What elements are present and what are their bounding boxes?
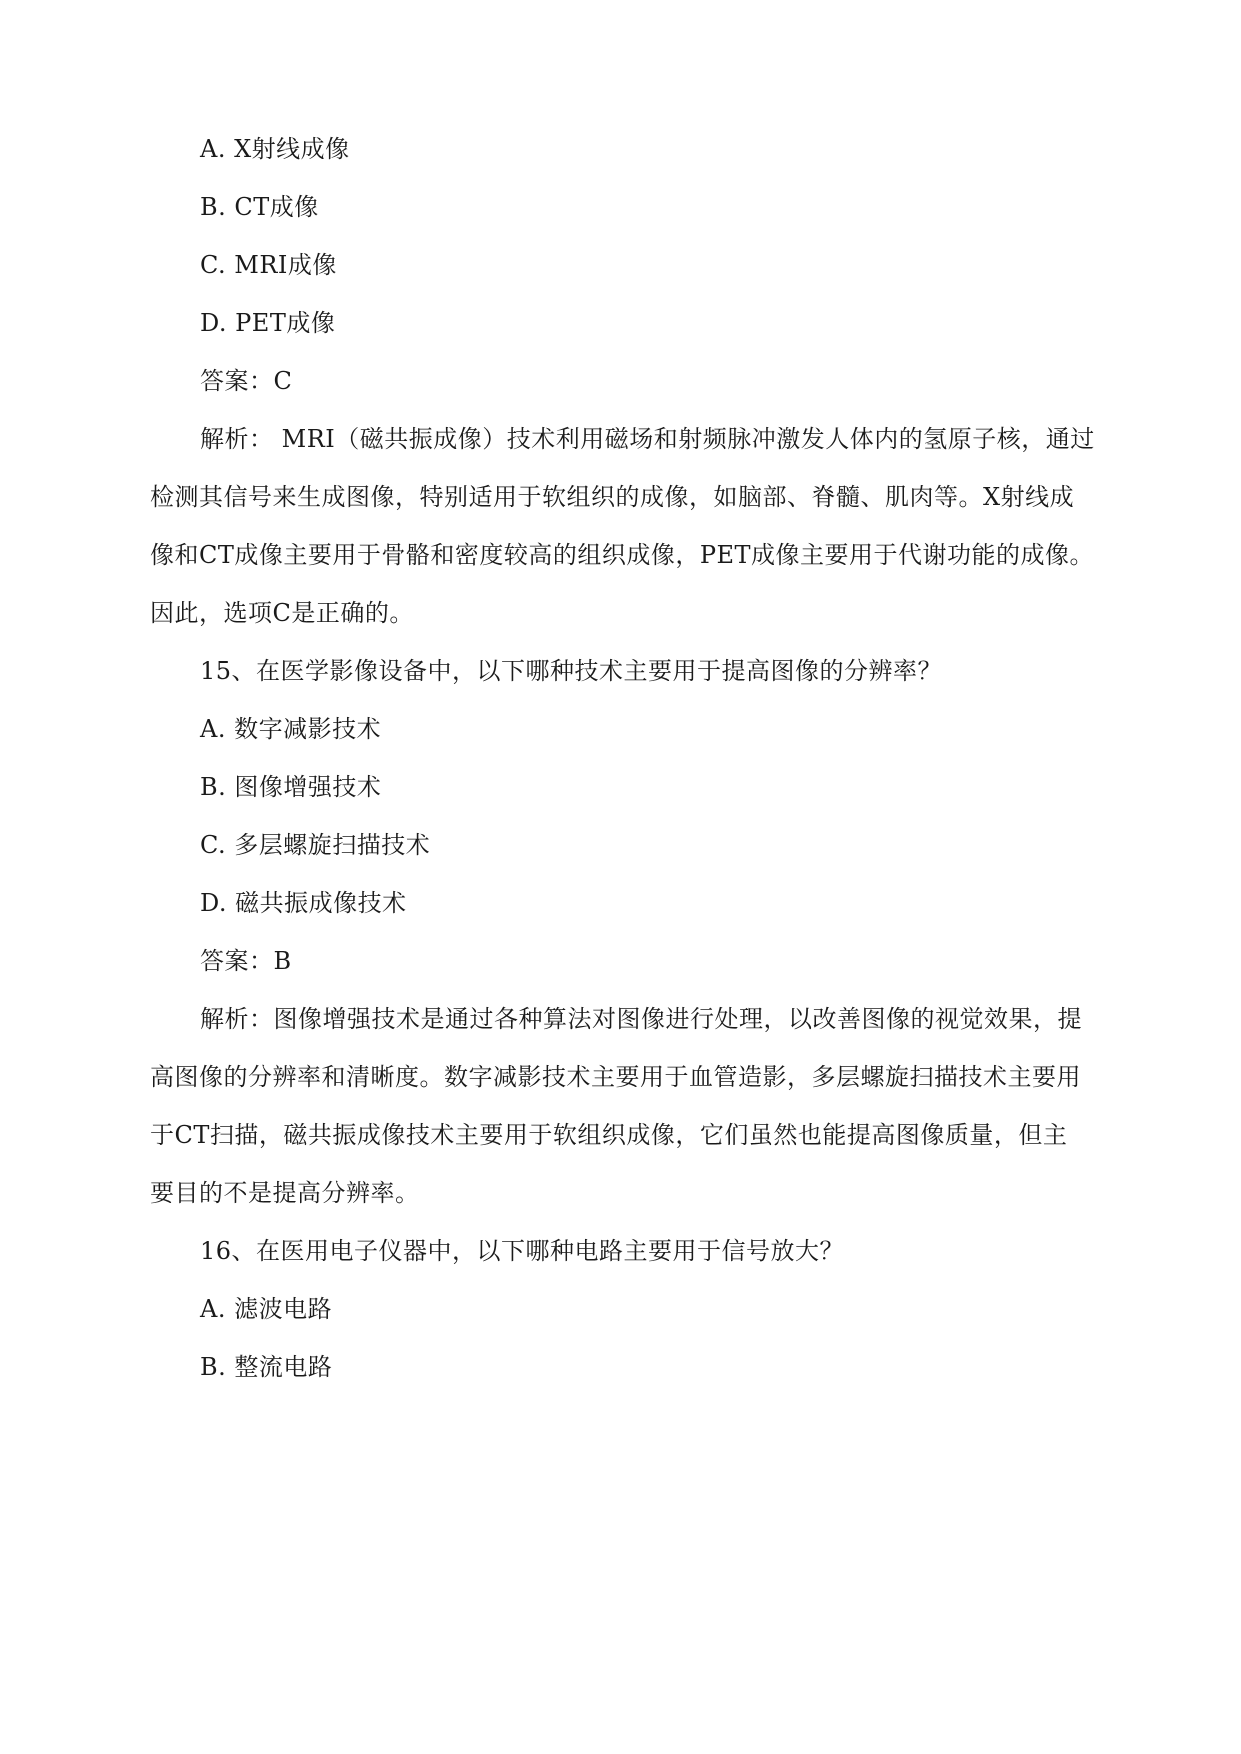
q14-analysis-line-1: 解析： MRI（磁共振成像）技术利用磁场和射频脉冲激发人体内的氢原子核，通过 xyxy=(200,425,1095,453)
q15-analysis-line-2: 高图像的分辨率和清晰度。数字减影技术主要用于血管造影，多层螺旋扫描技术主要用 xyxy=(150,1063,1081,1091)
q15-option-b: B. 图像增强技术 xyxy=(200,773,382,801)
q15-option-d: D. 磁共振成像技术 xyxy=(200,889,407,917)
q16-option-b: B. 整流电路 xyxy=(200,1353,333,1381)
q14-option-a: A. X射线成像 xyxy=(200,135,350,163)
q15-analysis-line-3: 于CT扫描，磁共振成像技术主要用于软组织成像，它们虽然也能提高图像质量，但主 xyxy=(150,1121,1068,1149)
q15-option-c: C. 多层螺旋扫描技术 xyxy=(200,831,431,859)
q14-option-c: C. MRI成像 xyxy=(200,251,337,279)
q15-analysis-line-4: 要目的不是提高分辨率。 xyxy=(150,1179,420,1207)
q15-question: 15、在医学影像设备中，以下哪种技术主要用于提高图像的分辨率？ xyxy=(200,657,943,685)
q15-answer: 答案：B xyxy=(200,947,292,975)
q14-analysis-line-4: 因此，选项C是正确的。 xyxy=(150,599,414,627)
q14-option-d: D. PET成像 xyxy=(200,309,336,337)
q14-answer: 答案：C xyxy=(200,367,293,395)
q14-analysis-line-2: 检测其信号来生成图像，特别适用于软组织的成像，如脑部、脊髓、肌肉等。X射线成 xyxy=(150,483,1075,511)
q14-option-b: B. CT成像 xyxy=(200,193,319,221)
q15-analysis-line-1: 解析：图像增强技术是通过各种算法对图像进行处理，以改善图像的视觉效果，提 xyxy=(200,1005,1082,1033)
q15-option-a: A. 数字减影技术 xyxy=(200,715,382,743)
q16-question: 16、在医用电子仪器中，以下哪种电路主要用于信号放大？ xyxy=(200,1237,845,1265)
q14-analysis-line-3: 像和CT成像主要用于骨骼和密度较高的组织成像，PET成像主要用于代谢功能的成像。 xyxy=(150,541,1095,569)
q16-option-a: A. 滤波电路 xyxy=(200,1295,333,1323)
